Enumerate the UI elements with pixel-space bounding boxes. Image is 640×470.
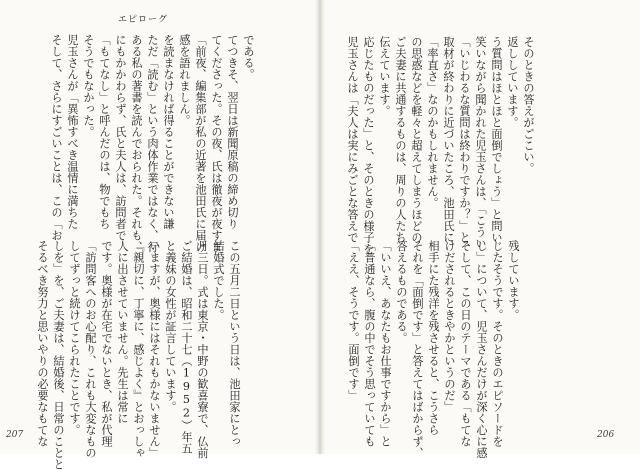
right-page-bottom-text: [345, 240, 521, 459]
text-column: 「ええ、そうです。面倒です」: [347, 240, 360, 401]
text-column: の思惑などを軽々と超えてしまうほどの: [410, 36, 423, 243]
text-column: 感を語れましん。: [178, 34, 191, 126]
text-column: この五月二日という日は、池田家にとっ: [228, 240, 241, 447]
text-column: そのときの答えがごこい。: [522, 36, 535, 174]
text-column: 児玉さんは「夫人は実にみごとな答えで: [346, 36, 359, 243]
text-column: そうでもなかった。: [82, 34, 95, 138]
text-column: である。: [242, 34, 255, 80]
text-column: しを」を、ご夫妻は、結婚後、日常のことと: [52, 240, 65, 470]
page-number-right: 206: [597, 430, 615, 440]
text-column: いますが、奥様にはそれもかないません」: [148, 240, 161, 459]
text-column: 伝えています。: [378, 36, 391, 117]
text-column: ご結婚は、昭和二十七（1952）年五: [180, 240, 193, 455]
text-column: 結婚式でした。: [212, 240, 225, 321]
text-column: そるべき努力と思いやりの必要なもてな: [36, 240, 49, 447]
text-column: 『親切に、丁寧に、感じよく』とおっしゃ: [132, 240, 145, 459]
page-number-left: 207: [6, 430, 24, 440]
text-column: し」について、児玉さんだけが深く心に感: [475, 240, 488, 459]
text-column: 取材が終わりに近づいたころ、池田氏に: [442, 36, 455, 243]
text-column: 「前夜、編集部が私の近著を池田氏に届け: [194, 34, 207, 253]
text-column: ある私の著書を読んでおられた。それも、: [130, 34, 143, 253]
text-column: てつきそ、翌日は新聞原稿の締め切り: [226, 34, 239, 230]
running-head: エピローグ: [118, 15, 169, 25]
text-column: です。奥様が在宅でないとき、私が代理: [100, 240, 113, 447]
text-column: 応じたものだった」と、そのときの様子を: [362, 36, 375, 255]
text-column: 「いいえ、あなたもお仕事ですから」と: [379, 240, 392, 447]
text-column: と義妹の女性が証言しています。: [164, 240, 177, 413]
text-column: 答えるものである。: [395, 240, 408, 344]
text-column: ご夫妻に共通するものは、周りの人たち: [394, 36, 407, 243]
text-column: そして、さらにすごいことは、この「お: [50, 34, 63, 241]
text-column: 残しています。: [507, 240, 520, 321]
text-column: 相手にた残洋を残させると、こうさら: [427, 240, 440, 436]
text-column: てくださった。その夜、氏は徹夜が夜すま: [210, 34, 223, 253]
text-column: けだされるときやかというのだ」: [443, 240, 456, 413]
text-column: 月三日。式は東京・中野の歓喜寮で、仏前: [196, 240, 209, 459]
text-column: 笑いながら聞かれた児玉さんは、「こうい: [474, 36, 487, 249]
text-column: ただ「読む」という肉体作業ではなく、行: [146, 34, 159, 253]
text-column: それを「面倒です」と答えてはばからず、: [411, 240, 424, 459]
book-gutter: [315, 0, 325, 454]
text-column: を読まなければ得ることができない謙: [162, 34, 175, 230]
text-column: じたそうです。そのときのエピソードを: [491, 240, 504, 447]
text-column: 児玉さんが「異怖すべき温情に満ちた: [66, 34, 79, 230]
text-column: してずっと続けてこられたことです。: [68, 240, 81, 436]
text-column: 「率直さ」なのかもしれません。: [426, 36, 439, 209]
text-column: そして、この日のテーマである「もてな: [459, 240, 472, 447]
text-column: 人に出させていません。先生は常に: [116, 240, 129, 424]
left-page-bottom-text: [34, 240, 242, 470]
text-column: 「訪問客へのお心配り、これも大変なもの: [84, 240, 97, 459]
right-page-top-text: [344, 36, 536, 255]
text-column: 「いじわるな質問は終わりですか？」と、: [458, 36, 471, 255]
text-column: 「もてなし」と呼んだのは、物でもち: [98, 34, 111, 230]
left-page-top-text: [48, 34, 256, 253]
text-column: にもかかわらず、氏と夫人は、訪問者で: [114, 34, 127, 241]
text-column: う質問はほとほと面倒でしょう」と問い: [490, 36, 503, 243]
text-column: 返ししています。: [506, 36, 519, 128]
text-column: 「普通なら、腹の中でそう思っていても: [363, 240, 376, 447]
